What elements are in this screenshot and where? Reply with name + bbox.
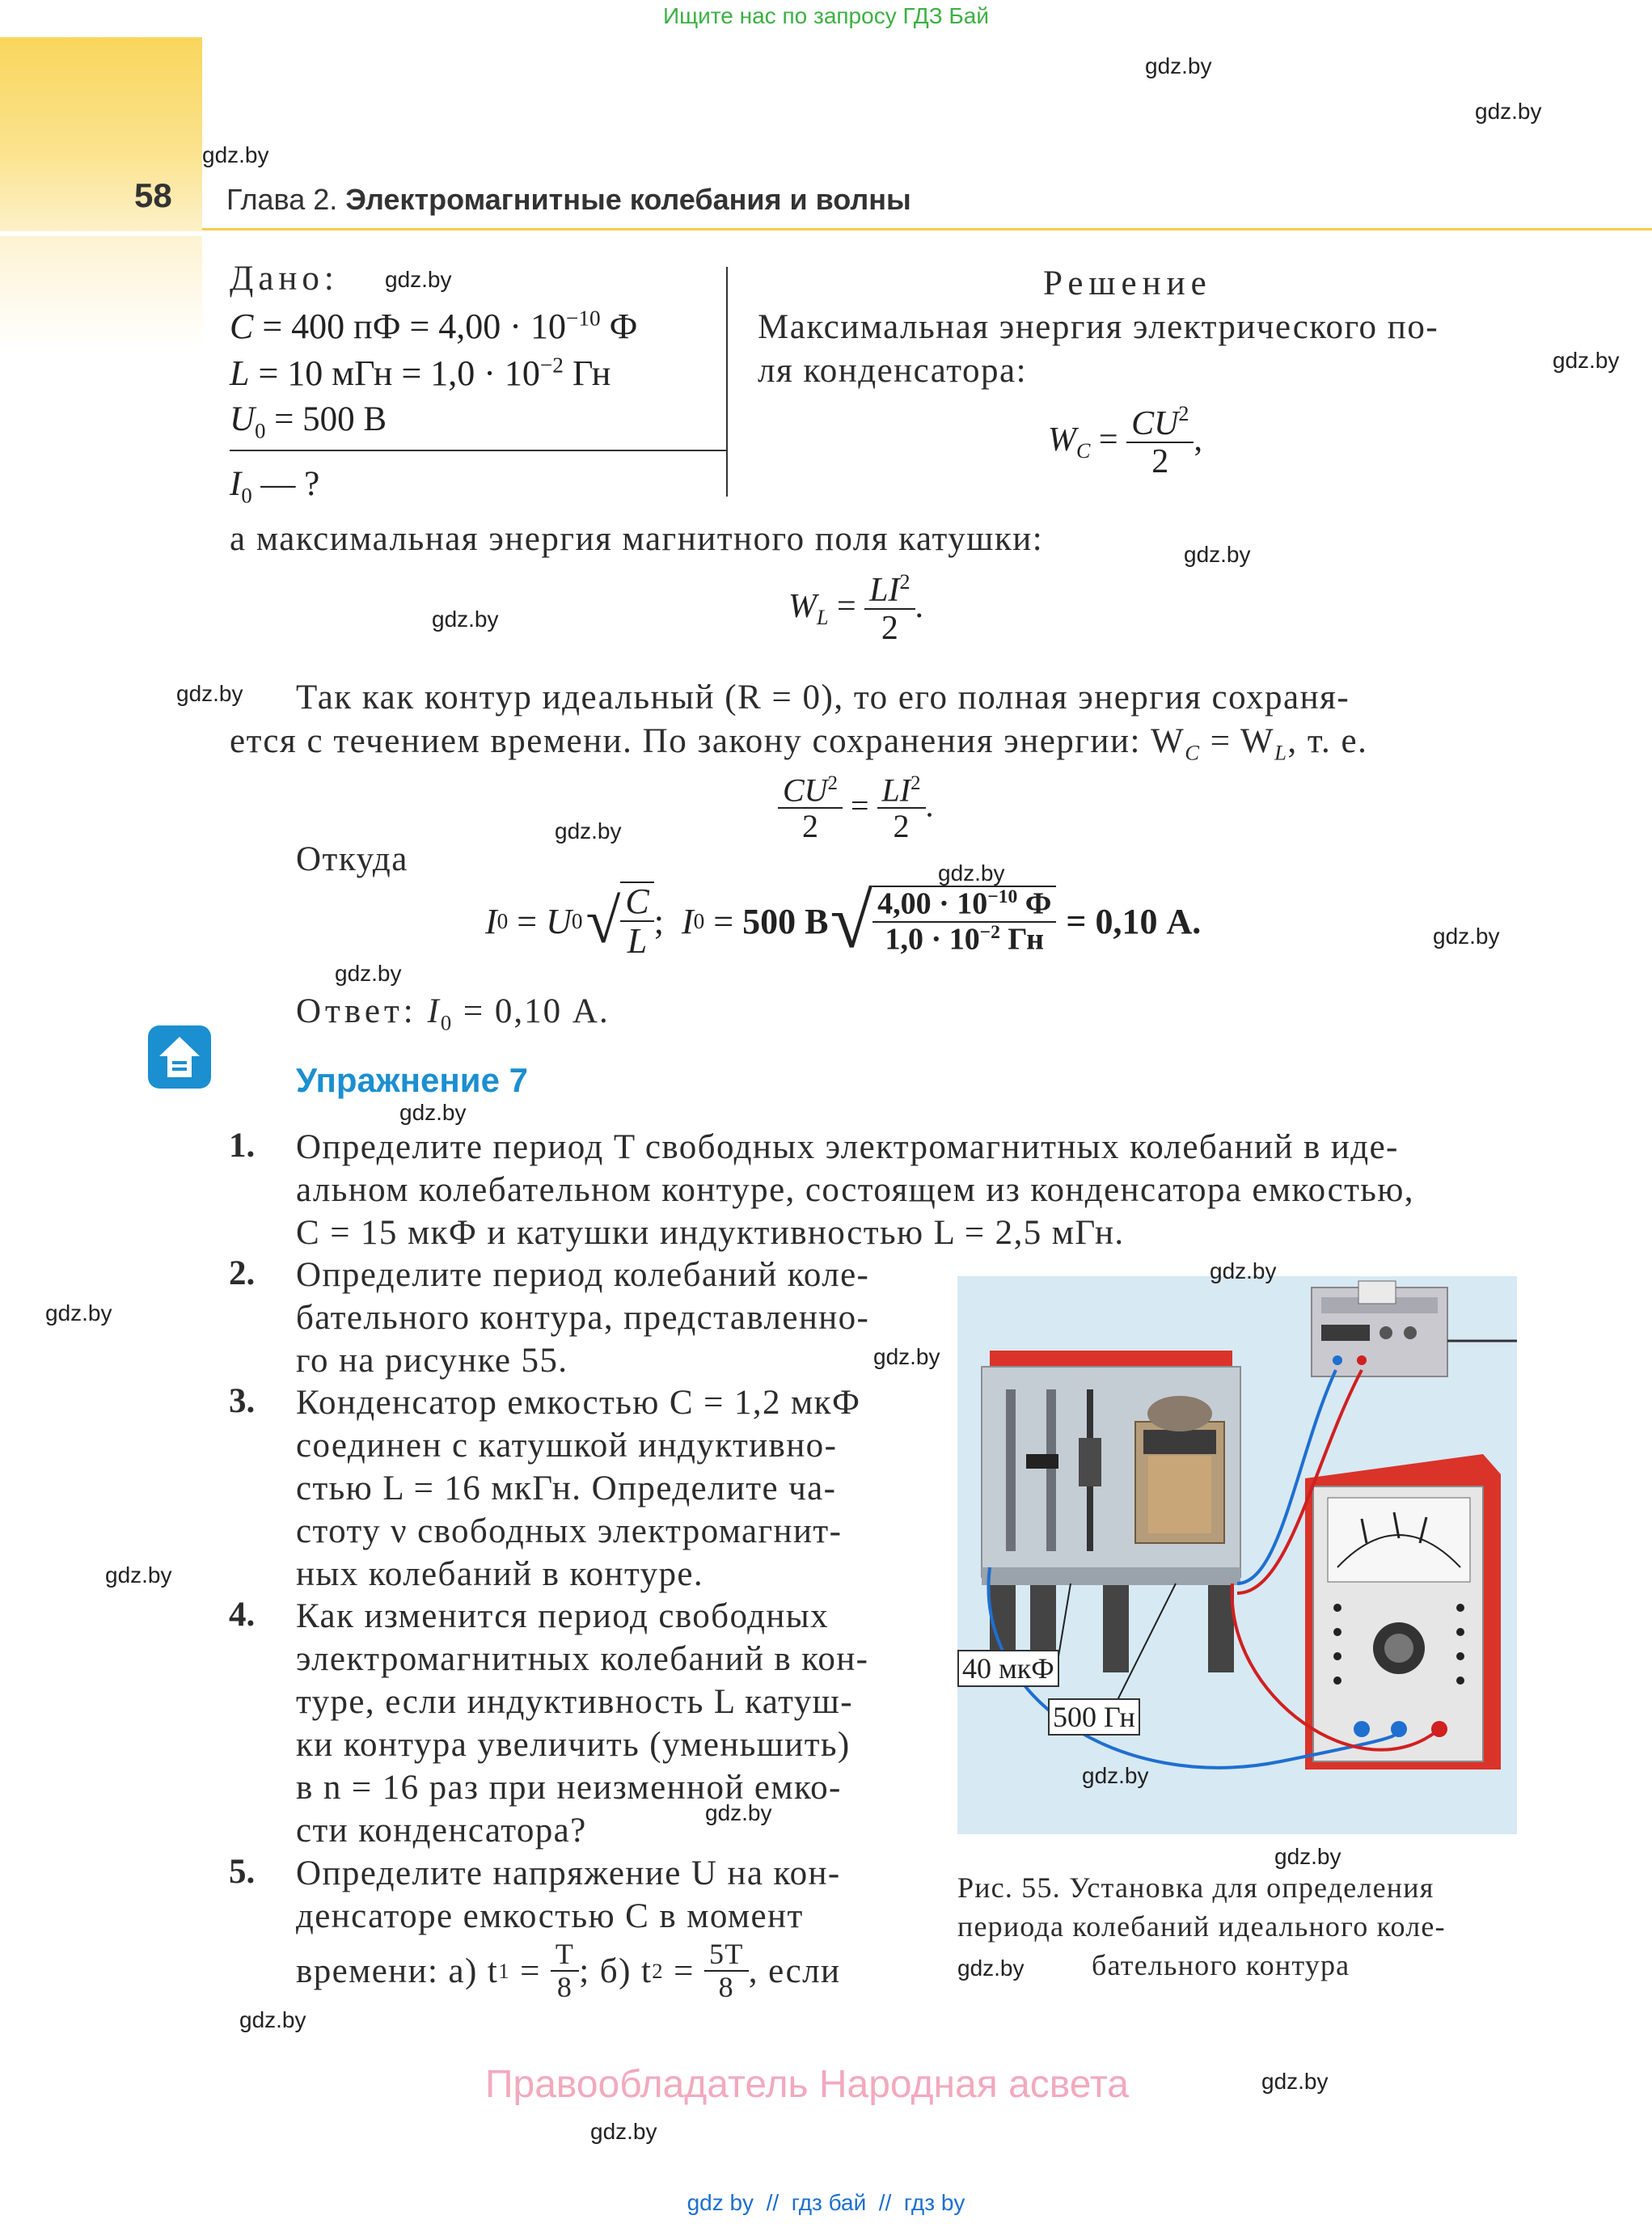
exercise-item-2-line3: го на рисунке 55.: [296, 1342, 568, 1380]
watermark: gdz.by: [335, 961, 402, 986]
figure-label-inductance: 500 Гн: [1048, 1698, 1140, 1736]
top-banner: Ищите нас по запросу ГДЗ Бай: [662, 3, 990, 28]
figure-caption-line3: бательного контура: [1092, 1949, 1350, 1981]
given-vertical-rule: [726, 267, 728, 497]
watermark: gdz.by: [105, 1562, 172, 1588]
figure-caption-line1: Рис. 55. Установка для определения: [957, 1871, 1434, 1904]
solution-p1-line1: Максимальная энергия электрического по-: [758, 308, 1439, 346]
figure-55-image: [957, 1276, 1517, 1834]
given-capacitance: C = 400 пФ = $4,00 \cdot 10^{-10}$ Ф: [230, 306, 638, 346]
exercise-item-2-num: 2.: [229, 1254, 256, 1292]
exercise-item-3-line2: соединен с катушкой индуктивно-: [296, 1427, 838, 1465]
watermark: gdz.by: [432, 607, 499, 632]
footer-links[interactable]: gdz by // гдз бай // гдз by: [687, 2190, 965, 2215]
formula-final: I 0 = U 0 √ $\frac{C}{L}$ ; I 0 = 500 В √ $\frac{4,00 \cdot 10^{-10} Ф}{1,0 \cdot 10^{-2} Гн}$ = 0,10 А.: [485, 877, 1202, 965]
exercise-title: Упражнение 7: [296, 1061, 528, 1099]
given-rule: [230, 450, 728, 451]
figure-caption-line2: периода колебаний идеального коле-: [957, 1910, 1446, 1943]
exercise-item-4-num: 4.: [229, 1596, 256, 1634]
watermark: gdz.by: [45, 1300, 112, 1326]
watermark: gdz.by: [1261, 2069, 1329, 2094]
solution-p3-line2: ется с течением времени. По закону сохранения энергии: $W_C = W_L$, т. е.: [230, 722, 1368, 765]
wl-fraction: $\frac{LI^2}{2}$: [864, 571, 915, 647]
exercise-item-5-line3: времени: а) t 1 = $\frac{T}{8}$ ; б) t 2 = $\frac{5T}{8}$ , если: [296, 1938, 841, 2003]
exercise-item-3-line1: Конденсатор емкостью C = 1,2 мкФ: [296, 1384, 861, 1422]
watermark: gdz.by: [176, 681, 243, 706]
solution-p2: а максимальная энергия магнитного поля катушки:: [230, 520, 1044, 558]
solution-p3-line1: Так как контур идеальный (R = 0), то его полная энергия сохраня-: [296, 679, 1350, 717]
watermark: gdz.by: [705, 1800, 772, 1825]
exercise-item-4-line2: электромагнитных колебаний в кон-: [296, 1640, 869, 1678]
solution-p1-line2: ля конденсатора:: [758, 352, 1028, 390]
chapter-heading: [226, 183, 911, 217]
exercise-item-1-line1: Определите период T свободных электромагнитных колебаний в иде-: [296, 1128, 1399, 1166]
exercise-item-4-line5: в n = 16 раз при неизменной емко-: [296, 1769, 842, 1807]
exercise-item-2-line2: бательного контура, представленно-: [296, 1299, 870, 1337]
exercise-item-5-line2: денсаторе емкостью C в момент: [296, 1897, 804, 1935]
watermark: gdz.by: [1184, 542, 1251, 567]
watermark: gdz.by: [239, 2007, 306, 2032]
chapter-prefix: Глава 2.: [226, 183, 338, 216]
solution-heading: Решение: [1043, 264, 1212, 302]
exercise-item-4-line3: туре, если индуктивность L катуш-: [296, 1683, 853, 1721]
exercise-item-3-num: 3.: [229, 1382, 256, 1420]
given-c-value: = 400 пФ = $4,00 \cdot 10^{-10}$ Ф: [262, 306, 638, 346]
answer: Ответ: $I_0 = 0,10$ А.: [296, 992, 610, 1035]
watermark: gdz.by: [1274, 1844, 1341, 1869]
given-voltage: $U_0 = 500$ В: [230, 400, 387, 443]
chapter-title: Электромагнитные колебания и волны: [345, 183, 911, 216]
given-label: Дано:: [230, 260, 339, 298]
exercise-item-2-line1: Определите период колебаний коле-: [296, 1256, 870, 1294]
exercise-item-3-line5: ных колебаний в контуре.: [296, 1555, 704, 1593]
watermark: gdz.by: [555, 818, 622, 844]
house-arrow-icon: [148, 1025, 211, 1089]
watermark: gdz.by: [1082, 1763, 1149, 1788]
watermark: gdz.by: [957, 1956, 1025, 1981]
exercise-item-4-line1: Как изменится период свободных: [296, 1597, 829, 1635]
side-fade: [0, 236, 202, 349]
watermark: gdz.by: [1210, 1258, 1277, 1283]
wc-fraction: $\frac{CU^2}{2}$: [1126, 404, 1194, 480]
header-rule: [202, 228, 1652, 230]
exercise-icon[interactable]: [148, 1025, 211, 1089]
watermark: gdz.by: [385, 267, 452, 292]
formula-energy-equality: $\frac{CU^2}{2}$ = $\frac{LI^2}{2}$ .: [778, 773, 934, 844]
watermark: gdz.by: [938, 860, 1005, 886]
watermark: gdz.by: [202, 142, 269, 167]
watermark: gdz.by: [1433, 924, 1500, 949]
solution-p4: Откуда: [296, 840, 408, 878]
exercise-item-1-line3: C = 15 мкФ и катушки индуктивностью L = 2,5 мГн.: [296, 1214, 1125, 1252]
given-l-value: = 10 мГн = $1,0 \cdot 10^{-2}$ Гн: [258, 353, 611, 393]
watermark: gdz.by: [1475, 99, 1542, 124]
figure-label-capacitance: 40 мкФ: [957, 1650, 1059, 1687]
page-number: 58: [134, 176, 172, 214]
exercise-item-3-line3: стью L = 16 мкГн. Определите ча-: [296, 1469, 837, 1507]
watermark: gdz.by: [1553, 348, 1620, 373]
exercise-item-4-line4: ки контура увеличить (уменьшить): [296, 1726, 851, 1764]
formula-wc: $W_C$ = $\frac{CU^2}{2}$ ,: [1048, 402, 1202, 481]
formula-wl: $W_L$ = $\frac{LI^2}{2}$ .: [788, 570, 924, 648]
watermark: gdz.by: [399, 1100, 467, 1125]
exercise-item-5-num: 5.: [229, 1853, 256, 1891]
watermark: gdz.by: [590, 2119, 657, 2144]
watermark: gdz.by: [873, 1344, 940, 1369]
given-inductance: L = 10 мГн = $1,0 \cdot 10^{-2}$ Гн: [230, 353, 611, 393]
given-find: $I_0$ — ?: [230, 465, 320, 508]
oscillator-setup-illustration: [957, 1276, 1517, 1834]
exercise-item-1-line2: альном колебательном контуре, состоящем из конденсатора емкостью,: [296, 1171, 1414, 1209]
exercise-item-4-line6: сти конденсатора?: [296, 1812, 587, 1850]
exercise-item-3-line4: стоту ν свободных электромагнит-: [296, 1512, 843, 1550]
watermark: gdz.by: [1145, 53, 1212, 78]
exercise-item-5-line1: Определите напряжение U на кон-: [296, 1854, 841, 1892]
copyright-line: Правообладатель Народная асвета: [485, 2063, 1129, 2106]
exercise-item-1-num: 1.: [229, 1127, 256, 1165]
